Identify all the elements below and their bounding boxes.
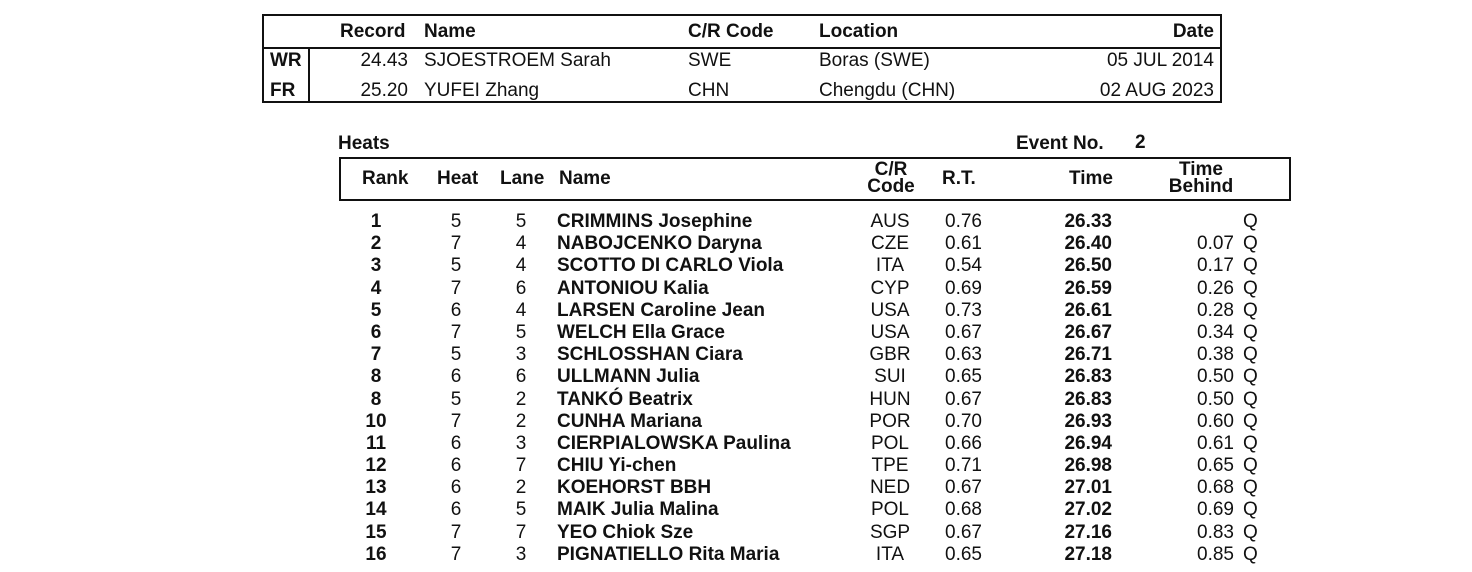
result-qualifier: Q (1243, 366, 1258, 388)
result-rank: 8 (370, 388, 382, 410)
result-rank: 7 (370, 344, 382, 366)
result-reaction-time: 0.73 (945, 299, 982, 321)
result-time: 26.61 (1064, 299, 1112, 321)
result-name: ULLMANN Julia (557, 366, 700, 388)
record-time: 24.43 (360, 50, 408, 71)
result-time: 26.40 (1064, 233, 1112, 255)
result-code: POR (869, 410, 911, 432)
header-location: Location (819, 21, 899, 42)
result-time-behind: 0.50 (1197, 366, 1234, 388)
result-lane: 7 (515, 455, 527, 477)
result-code: AUS (870, 211, 910, 232)
result-qualifier: Q (1243, 455, 1258, 477)
result-name: CIERPIALOWSKA Paulina (557, 432, 791, 454)
result-time-behind: 0.83 (1197, 521, 1234, 543)
result-time-behind: 0.07 (1197, 233, 1234, 255)
table-row (0, 433, 1472, 455)
result-lane: 2 (515, 477, 527, 499)
col-behind-line2: Behind (1168, 176, 1234, 197)
record-type: WR (270, 50, 302, 71)
result-time: 26.83 (1064, 366, 1112, 388)
result-time-behind: 0.17 (1197, 255, 1234, 277)
result-rank: 6 (370, 321, 382, 343)
result-time: 27.18 (1064, 543, 1112, 565)
result-name: YEO Chiok Sze (557, 521, 694, 543)
result-name: KOEHORST BBH (557, 477, 712, 499)
result-code: POL (870, 499, 910, 521)
result-qualifier: Q (1243, 432, 1258, 454)
result-lane: 3 (515, 344, 527, 366)
result-time: 27.02 (1064, 499, 1112, 521)
result-rank: 15 (365, 521, 387, 543)
result-rank: 12 (365, 455, 387, 477)
result-time: 26.71 (1064, 344, 1112, 366)
table-row (0, 233, 1472, 255)
col-code (865, 161, 917, 195)
result-time: 26.33 (1064, 211, 1112, 232)
header-name: Name (424, 21, 476, 42)
record-date: 02 AUG 2023 (1099, 80, 1214, 101)
result-lane: 4 (515, 255, 527, 277)
record-type-divider (264, 47, 310, 103)
result-rank: 4 (370, 277, 382, 299)
result-reaction-time: 0.67 (945, 477, 982, 499)
result-qualifier: Q (1243, 543, 1258, 565)
result-name: ANTONIOU Kalia (557, 277, 709, 299)
col-rank: Rank (362, 168, 409, 189)
table-row (0, 344, 1472, 366)
result-time-behind: 0.60 (1197, 410, 1234, 432)
result-time-behind: 0.68 (1197, 477, 1234, 499)
table-row (0, 499, 1472, 521)
result-qualifier: Q (1243, 410, 1258, 432)
result-lane: 6 (515, 366, 527, 388)
result-qualifier: Q (1243, 499, 1258, 521)
result-name: TANKÓ Beatrix (557, 388, 693, 410)
result-heat: 7 (450, 543, 462, 565)
result-code: SGP (869, 521, 911, 543)
result-qualifier: Q (1243, 255, 1258, 277)
result-heat: 6 (450, 299, 462, 321)
result-name: WELCH Ella Grace (557, 321, 725, 343)
result-lane: 5 (515, 321, 527, 343)
result-rank: 5 (370, 299, 382, 321)
record-date: 05 JUL 2014 (1106, 50, 1214, 71)
result-time-behind: 0.65 (1197, 455, 1234, 477)
event-number-label: Event No. (1016, 133, 1104, 154)
col-time: Time (1069, 168, 1114, 189)
result-lane: 3 (515, 432, 527, 454)
result-reaction-time: 0.67 (945, 321, 982, 343)
result-heat: 7 (450, 321, 462, 343)
phase-label: Heats (338, 133, 390, 154)
result-lane: 4 (515, 299, 527, 321)
col-heat: Heat (437, 168, 479, 189)
result-heat: 5 (450, 255, 462, 277)
result-name: PIGNATIELLO Rita Maria (557, 543, 780, 565)
result-reaction-time: 0.67 (945, 521, 982, 543)
col-lane: Lane (500, 168, 545, 189)
result-lane: 2 (515, 388, 527, 410)
result-time-behind: 0.38 (1197, 344, 1234, 366)
result-heat: 5 (450, 211, 462, 232)
result-reaction-time: 0.69 (945, 277, 982, 299)
result-heat: 7 (450, 410, 462, 432)
result-heat: 6 (450, 455, 462, 477)
col-code-line1: C/R (874, 159, 908, 180)
result-rank: 13 (365, 477, 387, 499)
record-type: FR (270, 80, 296, 101)
result-qualifier: Q (1243, 211, 1258, 232)
table-row (0, 455, 1472, 477)
record-location: Chengdu (CHN) (819, 80, 956, 101)
result-lane: 4 (515, 233, 527, 255)
table-row (0, 300, 1472, 322)
record-code: CHN (688, 80, 730, 101)
result-qualifier: Q (1243, 233, 1258, 255)
result-heat: 6 (450, 499, 462, 521)
result-time-behind: 0.50 (1197, 388, 1234, 410)
result-name: CRIMMINS Josephine (557, 211, 753, 232)
record-time: 25.20 (360, 80, 408, 101)
result-code: POL (870, 432, 910, 454)
result-reaction-time: 0.66 (945, 432, 982, 454)
result-name: LARSEN Caroline Jean (557, 299, 765, 321)
col-behind (1165, 161, 1237, 195)
header-date: Date (1172, 21, 1214, 42)
result-rank: 1 (370, 211, 382, 232)
result-code: NED (869, 477, 911, 499)
table-row (0, 322, 1472, 344)
result-code: SUI (874, 366, 906, 388)
result-lane: 5 (515, 499, 527, 521)
result-rank: 14 (365, 499, 387, 521)
header-code: C/R Code (688, 21, 774, 42)
result-qualifier: Q (1243, 277, 1258, 299)
record-row-wr (264, 47, 1220, 75)
result-time-behind: 0.61 (1197, 432, 1234, 454)
result-time: 26.83 (1064, 388, 1112, 410)
result-rank: 10 (365, 410, 387, 432)
result-heat: 7 (450, 521, 462, 543)
result-reaction-time: 0.67 (945, 388, 982, 410)
results-column-header (339, 157, 1291, 201)
result-time-behind: 0.34 (1197, 321, 1234, 343)
result-time-behind: 0.69 (1197, 499, 1234, 521)
result-heat: 6 (450, 366, 462, 388)
result-code: ITA (875, 543, 905, 565)
result-qualifier: Q (1243, 521, 1258, 543)
record-location: Boras (SWE) (819, 50, 930, 71)
result-time: 26.94 (1064, 432, 1112, 454)
result-qualifier: Q (1243, 321, 1258, 343)
result-time: 26.59 (1064, 277, 1112, 299)
result-time: 27.01 (1064, 477, 1112, 499)
record-name: YUFEI Zhang (424, 80, 540, 101)
result-name: MAIK Julia Malina (557, 499, 719, 521)
record-row-fr (264, 77, 1220, 105)
result-name: SCHLOSSHAN Ciara (557, 344, 743, 366)
result-time: 27.16 (1064, 521, 1112, 543)
result-heat: 7 (450, 233, 462, 255)
result-code: USA (870, 321, 910, 343)
result-code: ITA (875, 255, 905, 277)
result-heat: 6 (450, 432, 462, 454)
col-name: Name (559, 168, 611, 189)
table-row (0, 211, 1472, 233)
result-heat: 5 (450, 388, 462, 410)
result-reaction-time: 0.65 (945, 543, 982, 565)
table-row (0, 411, 1472, 433)
table-row (0, 366, 1472, 388)
result-rank: 16 (365, 543, 387, 565)
result-qualifier: Q (1243, 299, 1258, 321)
result-code: HUN (869, 388, 911, 410)
result-qualifier: Q (1243, 344, 1258, 366)
result-reaction-time: 0.76 (945, 211, 982, 232)
table-row (0, 544, 1472, 566)
records-table (262, 14, 1222, 103)
table-row (0, 255, 1472, 277)
result-qualifier: Q (1243, 388, 1258, 410)
result-qualifier: Q (1243, 477, 1258, 499)
result-time: 26.67 (1064, 321, 1112, 343)
result-time: 26.93 (1064, 410, 1112, 432)
result-code: TPE (871, 455, 909, 477)
result-heat: 6 (450, 477, 462, 499)
result-reaction-time: 0.61 (945, 233, 982, 255)
record-code: SWE (688, 50, 732, 71)
result-code: USA (870, 299, 910, 321)
result-name: CHIU Yi-chen (557, 455, 677, 477)
table-row (0, 477, 1472, 499)
result-name: CUNHA Mariana (557, 410, 702, 432)
result-name: NABOJCENKO Daryna (557, 233, 762, 255)
result-time: 26.50 (1064, 255, 1112, 277)
result-code: CZE (871, 233, 909, 255)
result-time: 26.98 (1064, 455, 1112, 477)
col-code-line2: Code (867, 176, 915, 197)
result-lane: 7 (515, 521, 527, 543)
result-time-behind: 0.28 (1197, 299, 1234, 321)
result-reaction-time: 0.63 (945, 344, 982, 366)
result-heat: 7 (450, 277, 462, 299)
table-row (0, 522, 1472, 544)
result-name: SCOTTO DI CARLO Viola (557, 255, 784, 277)
result-rank: 3 (370, 255, 382, 277)
result-rank: 8 (370, 366, 382, 388)
result-heat: 5 (450, 344, 462, 366)
result-lane: 3 (515, 543, 527, 565)
result-reaction-time: 0.54 (945, 255, 982, 277)
records-header (264, 18, 1220, 46)
table-row (0, 389, 1472, 411)
result-rank: 2 (370, 233, 382, 255)
result-time-behind: 0.85 (1197, 543, 1234, 565)
result-rank: 11 (365, 432, 387, 454)
header-record: Record (340, 21, 406, 42)
col-behind-line1: Time (1178, 159, 1223, 180)
result-reaction-time: 0.71 (945, 455, 982, 477)
result-lane: 2 (515, 410, 527, 432)
table-row (0, 278, 1472, 300)
event-number: 2 (1135, 132, 1146, 153)
result-time-behind: 0.26 (1197, 277, 1234, 299)
col-rt: R.T. (942, 168, 976, 189)
result-lane: 6 (515, 277, 527, 299)
result-reaction-time: 0.65 (945, 366, 982, 388)
result-reaction-time: 0.70 (945, 410, 982, 432)
results-list (0, 211, 1472, 566)
result-reaction-time: 0.68 (945, 499, 982, 521)
result-code: GBR (869, 344, 911, 366)
record-name: SJOESTROEM Sarah (424, 50, 611, 71)
result-lane: 5 (515, 211, 527, 232)
result-code: CYP (870, 277, 910, 299)
